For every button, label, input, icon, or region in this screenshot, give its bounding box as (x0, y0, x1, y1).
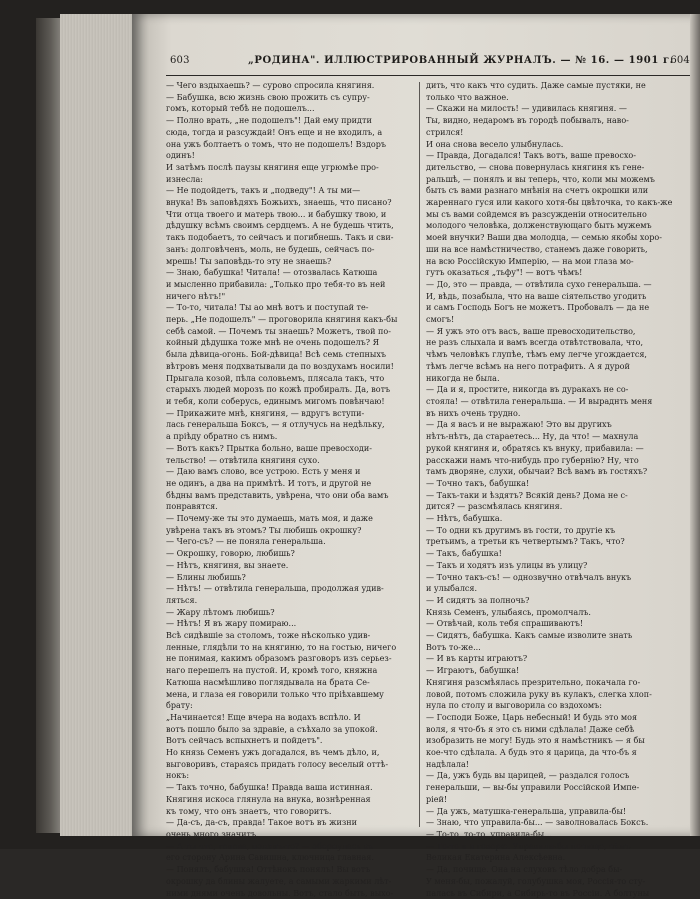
text-line: — То-то и я говорю. Управили-бы почище, чѣмъ (426, 841, 631, 851)
text-line: — Скажи на милость! — удивилась княгиня. — (426, 104, 627, 114)
text-line: дится? — разсмѣялась княгиня. (426, 502, 563, 512)
text-line: — Полно врать, „не подошелъ"! Дай ему придти (166, 116, 372, 126)
text-line: — Точно такъ-съ! — однозвучно отвѣчалъ внукъ (426, 572, 632, 582)
text-line: — Нѣтъ, бабушка. (426, 514, 503, 524)
text-line: и мысленно прибавила: „Только про тебя-то въ ней (166, 279, 386, 289)
column-divider (419, 82, 420, 827)
text-line: ничего нѣтъ!" (166, 291, 226, 301)
text-line: Княгиня искоса глянула на внука, вознѣренная (166, 794, 371, 804)
text-line: — Жару лѣтомъ любишь? (166, 607, 275, 617)
text-line: выговоривъ, стараясь придать голосу веселый оттѣ- (166, 759, 389, 769)
text-line: внука! Въ заповѣдяхъ Божьихъ, знаешь, что писано? (166, 198, 392, 208)
text-line: — Окрошку, говорю, любишь? (166, 549, 295, 559)
text-line: изобразить не могу! Будь это я намѣстникъ — я бы (426, 736, 645, 746)
text-line: Чти отца твоего и матерь твою... и бабушку твою, и (166, 209, 387, 219)
page-right-shadow (690, 14, 700, 836)
text-line: генеральши, — вы-бы управили Россійской Импе- (426, 783, 640, 793)
text-line: увѣрена такъ въ этомъ? Ты любишь окрошку? (166, 525, 362, 535)
text-line: ріей! (426, 794, 448, 804)
text-line: очень много значитъ. (166, 830, 259, 839)
text-line: — Знаю, что управила-бы... — заволновалась Боксъ. (426, 818, 649, 828)
text-line: мрешь! Ты заповѣдь-то эту не знаешь? (166, 256, 332, 266)
text-line: — Да-съ, да-съ, правда! Такое вотъ въ жизни (166, 818, 357, 828)
text-line: и улыбался. (426, 584, 478, 594)
text-line: быть съ вами разнаго мнѣнія на счетъ окрошки или (426, 186, 649, 196)
text-line: не разъ слыхала и вамъ всегда отвѣтствовала, что, (426, 338, 644, 348)
text-line: ральшѣ, — понялъ и вы теперь, что, коли мы можемъ (426, 174, 655, 184)
running-header (170, 55, 690, 71)
text-line: только что важное. (426, 92, 509, 102)
text-line: — Даю вамъ слово, все устрою. Есть у меня и (166, 467, 361, 477)
text-line: въ нихъ очень трудно. (426, 408, 521, 418)
text-line: Прыгала козой, пѣла соловьемъ, плясала такъ, что (166, 373, 385, 383)
text-line: — Господи Боже, Царь небесный! И будь это моя (426, 712, 638, 722)
text-line: одинъ! (166, 151, 195, 161)
text-line: — Да, почище. Она на слуховъ тѣло добра бы- (426, 865, 623, 875)
text-line: окрошку да блины жалуете, а самыми жаркими лѣт- (166, 876, 392, 886)
text-line: лась генеральша Боксъ, — я отлучусь на недѣльку, (166, 420, 385, 430)
text-line: У меня-бы, пожалуй, голубушка моя, Россія-то сту- (426, 876, 646, 886)
text-line: кое-что сдѣлала. А будь это я царица, да что-бъ я (426, 748, 637, 758)
text-line: и самъ Господь Богъ не можетъ. Пробовалъ — да не (426, 303, 650, 313)
text-line: дѣдушку всѣмъ своимъ сердцемъ. А не будешь чтить, (166, 221, 394, 231)
text-line: надѣлала! (426, 759, 470, 769)
text-line: воля, я что-бъ я это съ ними сдѣлала! Даже себѣ (426, 724, 635, 734)
text-line: вѣтровъ меня подхватывали да по воздухамъ носили! (166, 361, 394, 371)
text-line: — Понялъ, бабушка! Оттѣнокъ понялъ! Вы вотъ (166, 865, 371, 875)
text-line: — Почему-же ты это думаешь, мать моя, и даже (166, 514, 373, 524)
text-line: Ты, видно, недаромъ въ городѣ побывалъ, наво- (426, 116, 629, 126)
text-line: — Нѣтъ, княгиня, вы знаете. (166, 560, 289, 570)
text-line: — Точно такъ, бабушка! (426, 478, 530, 488)
text-line: брату: (166, 701, 193, 711)
text-line: — Нѣтъ! Я въ жару помираю... (166, 619, 297, 629)
text-line: перь. „Не подошелъ" — проговорила княгиня какъ-бы (166, 315, 398, 325)
text-line: тѣмъ легче всѣмъ на него потрафить. А я дурой (426, 361, 630, 371)
text-line: не одинъ, а два на примѣтѣ. И тотъ, и другой не (166, 478, 372, 488)
text-line: — Такъ точно, бабушка! Правда ваша истинная. (166, 783, 373, 793)
text-line: — Чего вздыхаешь? — сурово спросила княгиня. (166, 81, 375, 90)
text-line: — Нѣтъ! — отвѣтила генеральша, продолжая удив- (166, 584, 384, 594)
text-line: — Такъ и ходятъ изъ улицы въ улицу? (426, 560, 588, 570)
text-line: И, вѣдь, позабыла, что на ваше сіятельство угодить (426, 291, 647, 301)
text-line: мена, и глаза ея говорили только что пріѣхавшему (166, 689, 384, 699)
text-line: ними днями очень довольны. Вотъ, стало быть, выхо- (166, 888, 394, 898)
text-line: никогда не была. (426, 373, 500, 383)
text-line: дить, что какъ что судить. Даже самые пустяки, не (426, 81, 646, 90)
text-line: къ тому, что онъ знаетъ, что говоритъ. (166, 806, 332, 816)
text-line: — Такъ-таки и ѣздятъ? Всякій день? Дома не с- (426, 490, 628, 500)
text-line: расскажи намъ что-нибудь про губернію? Ну, что (426, 455, 639, 465)
text-line: палась въ Сибири, а Сибирь-то въ Россіи. А болтуны (426, 888, 650, 898)
text-line: „Начинается! Еще вчера на водахъ вспѣло. И (166, 712, 361, 722)
text-line: Княгиня разсмѣялась презрительно, покачала го- (426, 677, 641, 687)
header-rule (166, 75, 690, 76)
text-line: бѣдны вамъ представить, увѣрена, что они оба вамъ (166, 490, 389, 500)
text-line: — Прикажите мнѣ, княгиня, — вдругъ вступи- (166, 408, 365, 418)
text-line: — Чего-съ? — не поняла генеральша. (166, 537, 326, 547)
text-line: — Бабушка, всю жизнь свою прожить съ супру- (166, 92, 370, 102)
text-line: рукой княгиня и, обратясь къ внуку, прибавила: — (426, 443, 644, 453)
text-line: стояла! — отвѣтила генеральша. — И выраднть меня (426, 396, 653, 406)
text-line: третьимъ, а третьи къ четвертымъ? Такъ, что? (426, 537, 625, 547)
page-number-right: 604 (670, 55, 690, 66)
text-line: тамъ дворяне, слухи, обычаи? Всѣ вамъ въ гостяхъ? (426, 467, 648, 477)
text-line: изнесла: (166, 174, 204, 184)
text-line: а пріѣду обратно съ нимъ. (166, 432, 278, 442)
text-line: мы съ вами сойдемся въ разсужденіи относительно (426, 209, 647, 219)
text-line: — И въ карты играютъ? (426, 654, 528, 664)
text-line: ловой, потомъ сложила руку въ кулакъ, слегка хлоп- (426, 689, 652, 699)
text-line: Князь Семенъ, улыбаясь, промолчалъ. (426, 607, 591, 617)
text-line: чѣмъ человѣкъ глупѣе, тѣмъ ему легче угождается, (426, 350, 647, 360)
text-line: — Да и я, простите, никогда въ дуракахъ не со- (426, 385, 629, 395)
text-line: на всю Россійскую Имперію, — на мои глаза мо- (426, 256, 634, 266)
text-line: — Отвѣчай, коль тебя спрашиваютъ! (426, 619, 584, 629)
journal-title: „РОДИНА". ИЛЛЮСТРИРОВАННЫЙ ЖУРНАЛЪ. — № 16. — 1901 г. (248, 55, 674, 66)
text-line: И затѣмъ послѣ паузы княгиня еще угрюмѣе про- (166, 162, 379, 172)
text-line: Катюша насмѣшливо поглядывала на брата Се- (166, 677, 370, 687)
text-line: нѣтъ-нѣтъ, да стараетесь... Ну, да что! — махнула (426, 432, 639, 442)
left-text-column (166, 80, 413, 898)
text-line: ленные, глядѣли то на княгиню, то на гостью, ничего (166, 642, 397, 652)
text-line: — Такъ, бабушка! (426, 549, 502, 559)
text-line: смогъ! (426, 315, 455, 325)
text-line: — А ты что, голова, понялъ-то? — обернулась въ (166, 841, 373, 851)
text-line: гомъ, который тебѣ не подошелъ... (166, 104, 315, 114)
text-line: его сторону Арина Савишна, ключница главная. (166, 853, 374, 863)
text-line: — Правда, Догадался! Такъ вотъ, ваше превосхо- (426, 151, 636, 161)
text-line: — То-то, читала! Ты ао мнѣ вотъ и поступай те- (166, 303, 369, 313)
text-line: нула по столу и выговорила со вздохомъ: (426, 701, 602, 711)
text-line: старыхъ людей морозъ по кожѣ пробиралъ. Да, вотъ (166, 385, 391, 395)
text-line: Великая Екатерина Алексѣевна. (426, 853, 566, 863)
text-line: нокъ: (166, 771, 190, 781)
text-line: И она снова весело улыбнулась. (426, 139, 564, 149)
text-line: — До, это — правда, — отвѣтила сухо генеральша. — (426, 279, 652, 289)
text-line: — Сидятъ, бабушка. Какъ самые изволите знать (426, 631, 633, 641)
text-line: Всѣ сидѣвшіе за столомъ, тоже нѣсколько удив- (166, 631, 371, 641)
text-line: — Да я васъ и не выражаю! Это вы другихъ (426, 420, 612, 430)
text-line: была дѣвица-огонь. Бой-дѣвица! Всѣ семь степныхъ (166, 350, 386, 360)
text-line: койный дѣдушка тоже мнѣ не очень подошелъ? Я (166, 338, 380, 348)
text-line: — Да ужъ, матушка-генеральша, управила-бы! (426, 806, 627, 816)
text-line: дительство, — снова повернулась княгиня къ гене- (426, 162, 645, 172)
text-line: — Вотъ какъ? Прытка больно, ваше превосходи- (166, 443, 372, 453)
text-line: — Знаю, бабушка! Читала! — отозвалась Катюша (166, 268, 378, 278)
text-line: — Блины любишь? (166, 572, 246, 582)
text-line: жареннаго гуся или какого хотя-бы цвѣточка, то какъ-же (426, 198, 673, 208)
text-line: — Не подойдетъ, такъ и „подведу"! А ты ми— (166, 186, 361, 196)
text-line: — Да, ужъ будь вы царицей, — раздался голосъ (426, 771, 630, 781)
right-text-column (426, 80, 690, 898)
text-line: стрился! (426, 127, 464, 137)
text-line: гутъ оказаться „тьфу"! — вотъ чѣмъ! (426, 268, 583, 278)
text-line: ляться. (166, 595, 198, 605)
text-line: молодого человѣка, долженствующаго быть мужемъ (426, 221, 652, 231)
text-line: Но князь Семенъ ужъ догадался, въ чемъ дѣло, и, (166, 748, 380, 758)
text-line: Вотъ сейчасъ вспыхнетъ и пойдетъ". (166, 736, 323, 746)
text-line: наго перешелъ на пустой. И, кромѣ того, княжна (166, 666, 378, 676)
text-line: тельство! — отвѣтила княгиня сухо. (166, 455, 320, 465)
text-line: сюда, тогда и разсуждай! Онъ еще и не входилъ, а (166, 127, 383, 137)
page-number-left: 603 (170, 55, 190, 66)
text-line: и тебя, коли соберусь, единымъ мигомъ повѣнчаю! (166, 396, 385, 406)
text-line: моей внучки? Ваши два молодца, — семью якобы хоро- (426, 233, 662, 243)
text-line: она ужъ болтаетъ о томъ, что не подошелъ! Вздоръ (166, 139, 387, 149)
text-line: вотъ пошло было за здравіе, а съѣхало за упокой. (166, 724, 378, 734)
text-line: не понимая, какимъ образомъ разговоръ изъ серьез- (166, 654, 392, 664)
text-line: понравятся. (166, 502, 218, 512)
text-line: — То-то, то-то, управила-бы... (426, 830, 552, 839)
text-line: занъ: долговѣченъ, моль, не будешь, сейчасъ по- (166, 244, 375, 254)
text-line: такъ подобаетъ, то сейчасъ и погибнешь. Такъ и сви- (166, 233, 394, 243)
text-line: — То одни къ другимъ въ гости, то другіе къ (426, 525, 616, 535)
text-line: ши на все намѣстничество, станемъ даже говорить, (426, 244, 648, 254)
text-line: — Играютъ, бабушка! (426, 666, 520, 676)
text-line: — И сидятъ за полночь? (426, 595, 530, 605)
text-line: Вотъ то-же... (426, 642, 481, 652)
text-line: — Я ужъ это отъ васъ, ваше превосходительство, (426, 326, 636, 336)
text-line: себѣ самой. — Почемъ ты знаешь? Можетъ, твой по- (166, 326, 391, 336)
